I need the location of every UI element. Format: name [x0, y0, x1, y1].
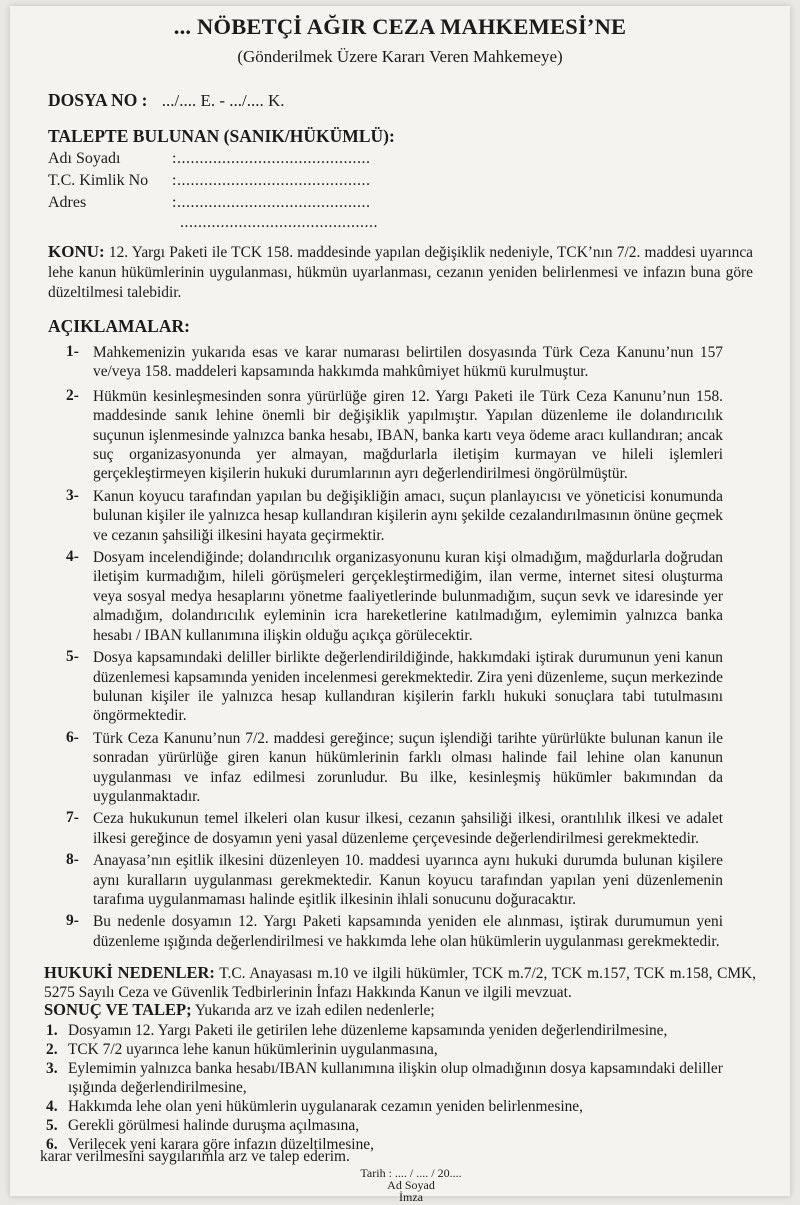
conclusion-label: SONUÇ VE TALEP; [44, 1000, 192, 1019]
list-item-number: 2- [66, 386, 79, 404]
address-field-line2: ............................................ [180, 214, 378, 231]
request-item [44, 1059, 744, 1097]
case-number-label: DOSYA NO : [48, 90, 148, 110]
list-item [0, 809, 800, 848]
request-text: Verilecek yeni karara göre infazın düzeltilmesine, [68, 1136, 374, 1153]
signature-label: İmza [399, 1190, 423, 1204]
list-item-number: 6- [66, 728, 79, 746]
subject-paragraph [48, 242, 753, 303]
case-number-value: .../.... E. - .../.... K. [161, 91, 285, 110]
legal-grounds [44, 963, 756, 1003]
list-item-text: Hükmün kesinleşmesinden sonra yürürlüğe giren 12. Yargı Paketi ile Türk Ceza Kanunu’nun 158. maddesinde sanık lehine önemli bir değişiklik yapılmıştır. Yapılan düzenleme ile dolandırıcılık suçunun işlenmesinde yalnızca banka hesabı, IBAN, banka kartı veya ödeme aracı kullandıran; ancak suç organizasyonunda yer almayan, mağdurlarla iletişim kurmayan ve hileli işlemleri gerçekleştirmeyen kişilerin hukuki durumlarının ayrı değerlendirilmesi öngörülmüştür. [93, 387, 723, 483]
list-item-number: 5- [66, 648, 79, 666]
applicant-heading: TALEPTE BULUNAN (SANIK/HÜKÜMLÜ): [48, 126, 395, 146]
list-item [0, 548, 800, 645]
list-item-text: Türk Ceza Kanunu’nun 7/2. maddesi gereğince; suçun işlendiği tarihte yürürlükte bulunan kanun ile sonradan yürürlüğe giren kanun hükümlerinin farklı olması halinde fail lehine olan kanunun uygulanması ve infaz edilmesi zorunludur. Bu ilke, kesinleşmiş hükümler bakımından da uygulanmaktadır. [93, 729, 723, 805]
list-item [0, 387, 800, 484]
request-number: 5. [46, 1117, 58, 1134]
tc-id-label: T.C. Kimlik No [48, 172, 149, 189]
list-item-number: 4- [66, 548, 79, 566]
list-item [0, 912, 800, 951]
list-item-text: Kanun koyucu tarafından yapılan bu değişikliğin amacı, suçun planlayıcısı ve yöneticisi konumunda bulunan kişiler ile yalnızca hesap kullandıran kişilerin aynı şekilde cezalandırılmasının önüne geçmek ve cezanın şahsiliği ilkesini hayata geçirmektir. [93, 487, 723, 544]
name-field: :........................................... [172, 150, 371, 167]
name-label: Adı Soyadı [48, 150, 121, 167]
address-label: Adres [48, 194, 87, 211]
request-number: 2. [46, 1041, 58, 1058]
court-subtitle: (Gönderilmek Üzere Kararı Veren Mahkemeye) [237, 47, 563, 66]
request-text: Dosyamın 12. Yargı Paketi ile getirilen lehe düzenleme kapsamında yeniden değerlendirilmesine, [68, 1022, 668, 1039]
list-item-number: 3- [66, 486, 79, 504]
request-item [44, 1097, 744, 1116]
list-item-number: 7- [66, 809, 79, 827]
closing-sentence: karar verilmesini saygılarımla arz ve talep ederim. [40, 1148, 350, 1165]
request-item [44, 1040, 744, 1059]
list-item [0, 343, 800, 382]
list-item [0, 487, 800, 545]
list-item [0, 729, 800, 807]
request-text: Gerekli görülmesi halinde duruşma açılmasına, [68, 1117, 360, 1134]
request-list [44, 1021, 744, 1154]
tc-id-field: :........................................... [172, 172, 371, 189]
subject-label: KONU: [48, 242, 105, 261]
list-item-number: 1- [66, 343, 79, 360]
subject-text: 12. Yargı Paketi ile TCK 158. maddesinde yapılan değişiklik nedeniyle, TCK’nın 7/2. maddesi uyarınca lehe kanun hükümlerinin uygulanması, hükmün uyarlanması, cezanın yeniden belirlenmesi ve infazın buna göre düzeltilmesi talebidir. [48, 244, 754, 301]
conclusion-heading-line [44, 1000, 756, 1020]
court-title: ... NÖBETÇİ AĞIR CEZA MAHKEMESİ’NE [173, 14, 627, 39]
request-number: 3. [46, 1060, 58, 1077]
request-number: 4. [46, 1098, 58, 1115]
case-number [48, 90, 285, 111]
list-item-text: Ceza hukukunun temel ilkeleri olan kusur ilkesi, cezanın şahsiliği ilkesi, orantılılık ilkesi ve adalet ilkesi gereğince de dosyamın yeni yasal düzenleme çerçevesinde değerlendirilmesi gerekmektedir. [93, 810, 723, 847]
list-item-text: Anayasa’nın eşitlik ilkesini düzenleyen 10. maddesi uyarınca aynı hukuki durumda bulunan kişilere aynı kuralların uygulanması gerekmektedir. Kanun koyucu tarafından yapılan yeni düzenlemenin tarafıma uygulanmaması halinde eşitlik ilkesinin ihlali sonucunu doğuracaktır. [93, 852, 723, 908]
explanations-heading: AÇIKLAMALAR: [48, 316, 190, 336]
request-text: Hakkımda lehe olan yeni hükümlerin uygulanarak cezamın yeniden belirlenmesine, [68, 1098, 583, 1115]
request-text: Eylemimin yalnızca banka hesabı/IBAN kullanımına ilişkin olup olmadığının dosya kapsamındaki deliller ışığında değerlendirilmesine, [68, 1060, 723, 1096]
name-signature-label: Ad Soyad [387, 1178, 435, 1192]
list-item [0, 648, 800, 726]
request-item [44, 1116, 744, 1135]
list-item-text: Dosyam incelendiğinde; dolandırıcılık organizasyonunu kuran kişi olmadığım, mağdurlarla doğrudan iletişim kurmadığım, hileli görüşmeleri gerçekleştirmediğim, ilan verme, internet sitesi oluşturma veya sosyal medya hesaplarını yönetme faaliyetlerinde bulunmadığım, suçun sevk ve idaresinde yer almadığım, dolandırıcılık eyleminin icra hareketlerine katılmadığım, eylemimin yalnızca banka hesabı / IBAN kullanımına ilişkin olduğu açıkça görülecektir. [93, 549, 723, 644]
list-item-text: Bu nedenle dosyamın 12. Yargı Paketi kapsamında yeniden ele alınması, iştirak durumumun yeni düzenleme ışığında değerlendirilmesi ve hakkımda lehe olan hükümlerin uygulanması gerekmektedir. [93, 913, 723, 950]
list-item-text: Dosya kapsamındaki deliller birlikte değerlendirildiğinde, hakkımdaki iştirak durumunun yeni kanun düzenlemesi kapsamında yeniden incelenmesi gerekmektedir. Zira yeni düzenleme, suçun merkezinde bulunan kişiler ile yalnızca hesap kullandıran kişilerin farklı hukuki sonuçlara tabi tutulmasını öngörmektedir. [93, 649, 723, 725]
address-field: :........................................... [172, 194, 371, 211]
request-number: 6. [46, 1136, 58, 1153]
conclusion-intro: Yukarıda arz ve izah edilen nedenlerle; [194, 1002, 435, 1019]
list-item-number: 8- [66, 851, 79, 869]
legal-grounds-text: T.C. Anayasası m.10 ve ilgili hükümler, TCK m.7/2, TCK m.157, TCK m.158, CMK, 5275 Sayılı Ceza ve Güvenlik Tedbirlerinin İnfazı Hakkında Kanun ve ilgili mevzuat. [44, 965, 756, 1002]
legal-grounds-label: HUKUKİ NEDENLER: [44, 963, 215, 982]
explanations-list [0, 343, 800, 951]
list-item-number: 9- [66, 912, 79, 930]
list-item [0, 851, 800, 909]
request-item [44, 1021, 744, 1040]
request-text: TCK 7/2 uyarınca lehe kanun hükümlerinin uygulanmasına, [68, 1041, 438, 1058]
date-line: Tarih : .... / .... / 20.... [360, 1166, 462, 1180]
request-number: 1. [46, 1022, 58, 1039]
list-item-text: Mahkemenizin yukarıda esas ve karar numarası belirtilen dosyasında Türk Ceza Kanunu’nun 157 ve/veya 158. maddeleri kapsamında hakkımda mahkûmiyet hükmü kurulmuştur. [93, 344, 723, 381]
